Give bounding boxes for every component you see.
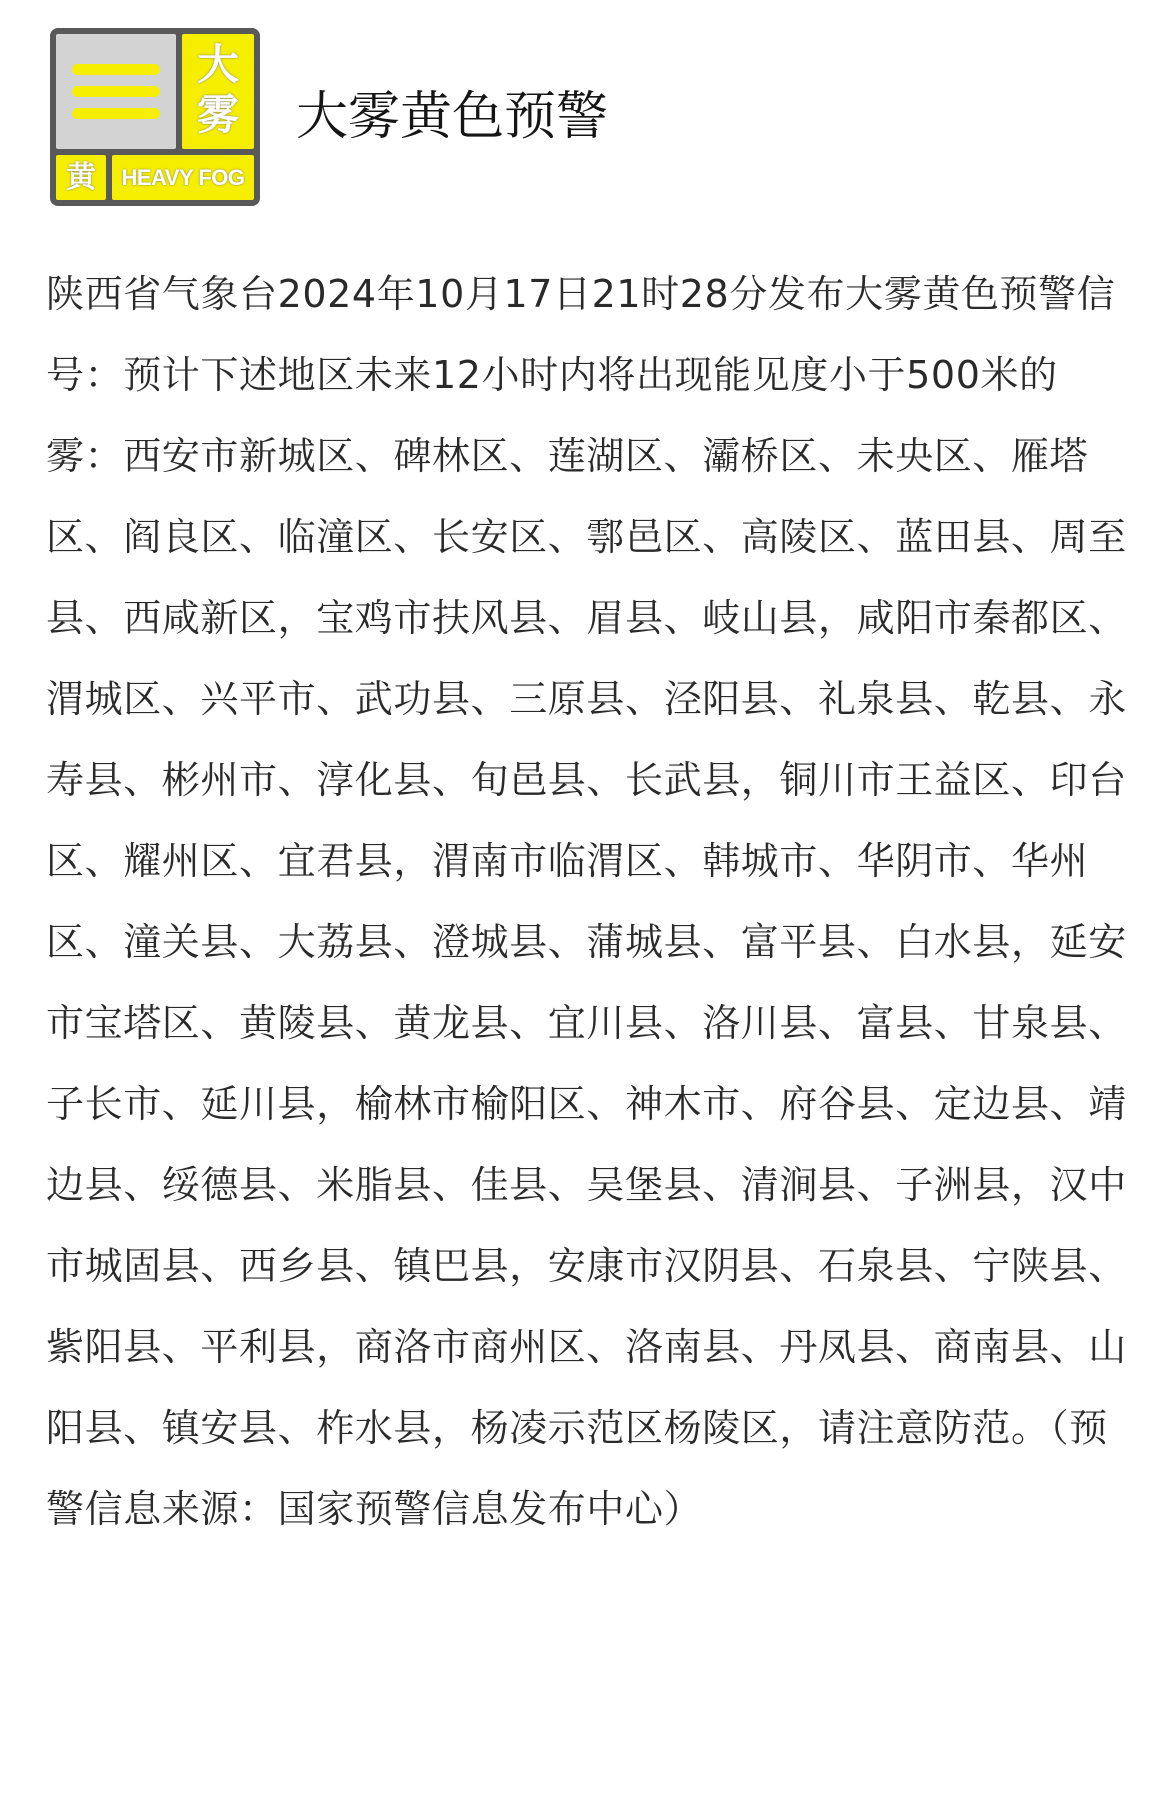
badge-char-bottom: 雾 xyxy=(196,90,239,139)
fog-line xyxy=(72,108,160,119)
fog-line xyxy=(72,86,160,97)
fog-line xyxy=(72,64,160,75)
warning-header xyxy=(50,28,1130,208)
warning-bulletin-text: 陕西省气象台2024年10月17日21时28分发布大雾黄色预警信号：预计下述地区未来12小时内将出现能见度小于500米的雾：西安市新城区、碑林区、莲湖区、灞桥区、未央区、雁塔区、阎良区、临潼区、长安区、鄠邑区、高陵区、蓝田县、周至县、西咸新区，宝鸡市扶风县、眉县、岐山县，咸阳市秦都区、渭城区、兴平市、武功县、三原县、泾阳县、礼泉县、乾县、永寿县、彬州市、淳化县、旬邑县、长武县，铜川市王益区、印台区、耀州区、宜君县，渭南市临渭区、韩城市、华阴市、华州区、潼关县、大荔县、澄城县、蒲城县、富平县、白水县，延安市宝塔区、黄陵县、黄龙县、宜川县、洛川县、富县、甘泉县、子长市、延川县，榆林市榆阳区、神木市、府谷县、定边县、靖边县、绥德县、米脂县、佳县、吴堡县、清涧县、子洲县，汉中市城固县、西乡县、镇巴县，安康市汉阴县、石泉县、宁陕县、紫阳县、平利县，商洛市商州区、洛南县、丹凤县、商南县、山阳县、镇安县、柞水县，杨凌示范区杨陵区，请注意防范。（预警信息来源：国家预警信息发布中心） xyxy=(46,272,1127,1531)
fog-lines-panel xyxy=(56,34,176,149)
badge-english-label: HEAVY FOG xyxy=(112,155,254,200)
badge-char-top: 大 xyxy=(196,40,239,89)
badge-color-label: 黄 xyxy=(56,155,106,200)
badge-inner xyxy=(56,34,254,200)
heavy-fog-yellow-warning-icon xyxy=(50,28,260,206)
page-title: 大雾黄色预警 xyxy=(296,87,609,147)
badge-char-panel xyxy=(182,34,254,149)
